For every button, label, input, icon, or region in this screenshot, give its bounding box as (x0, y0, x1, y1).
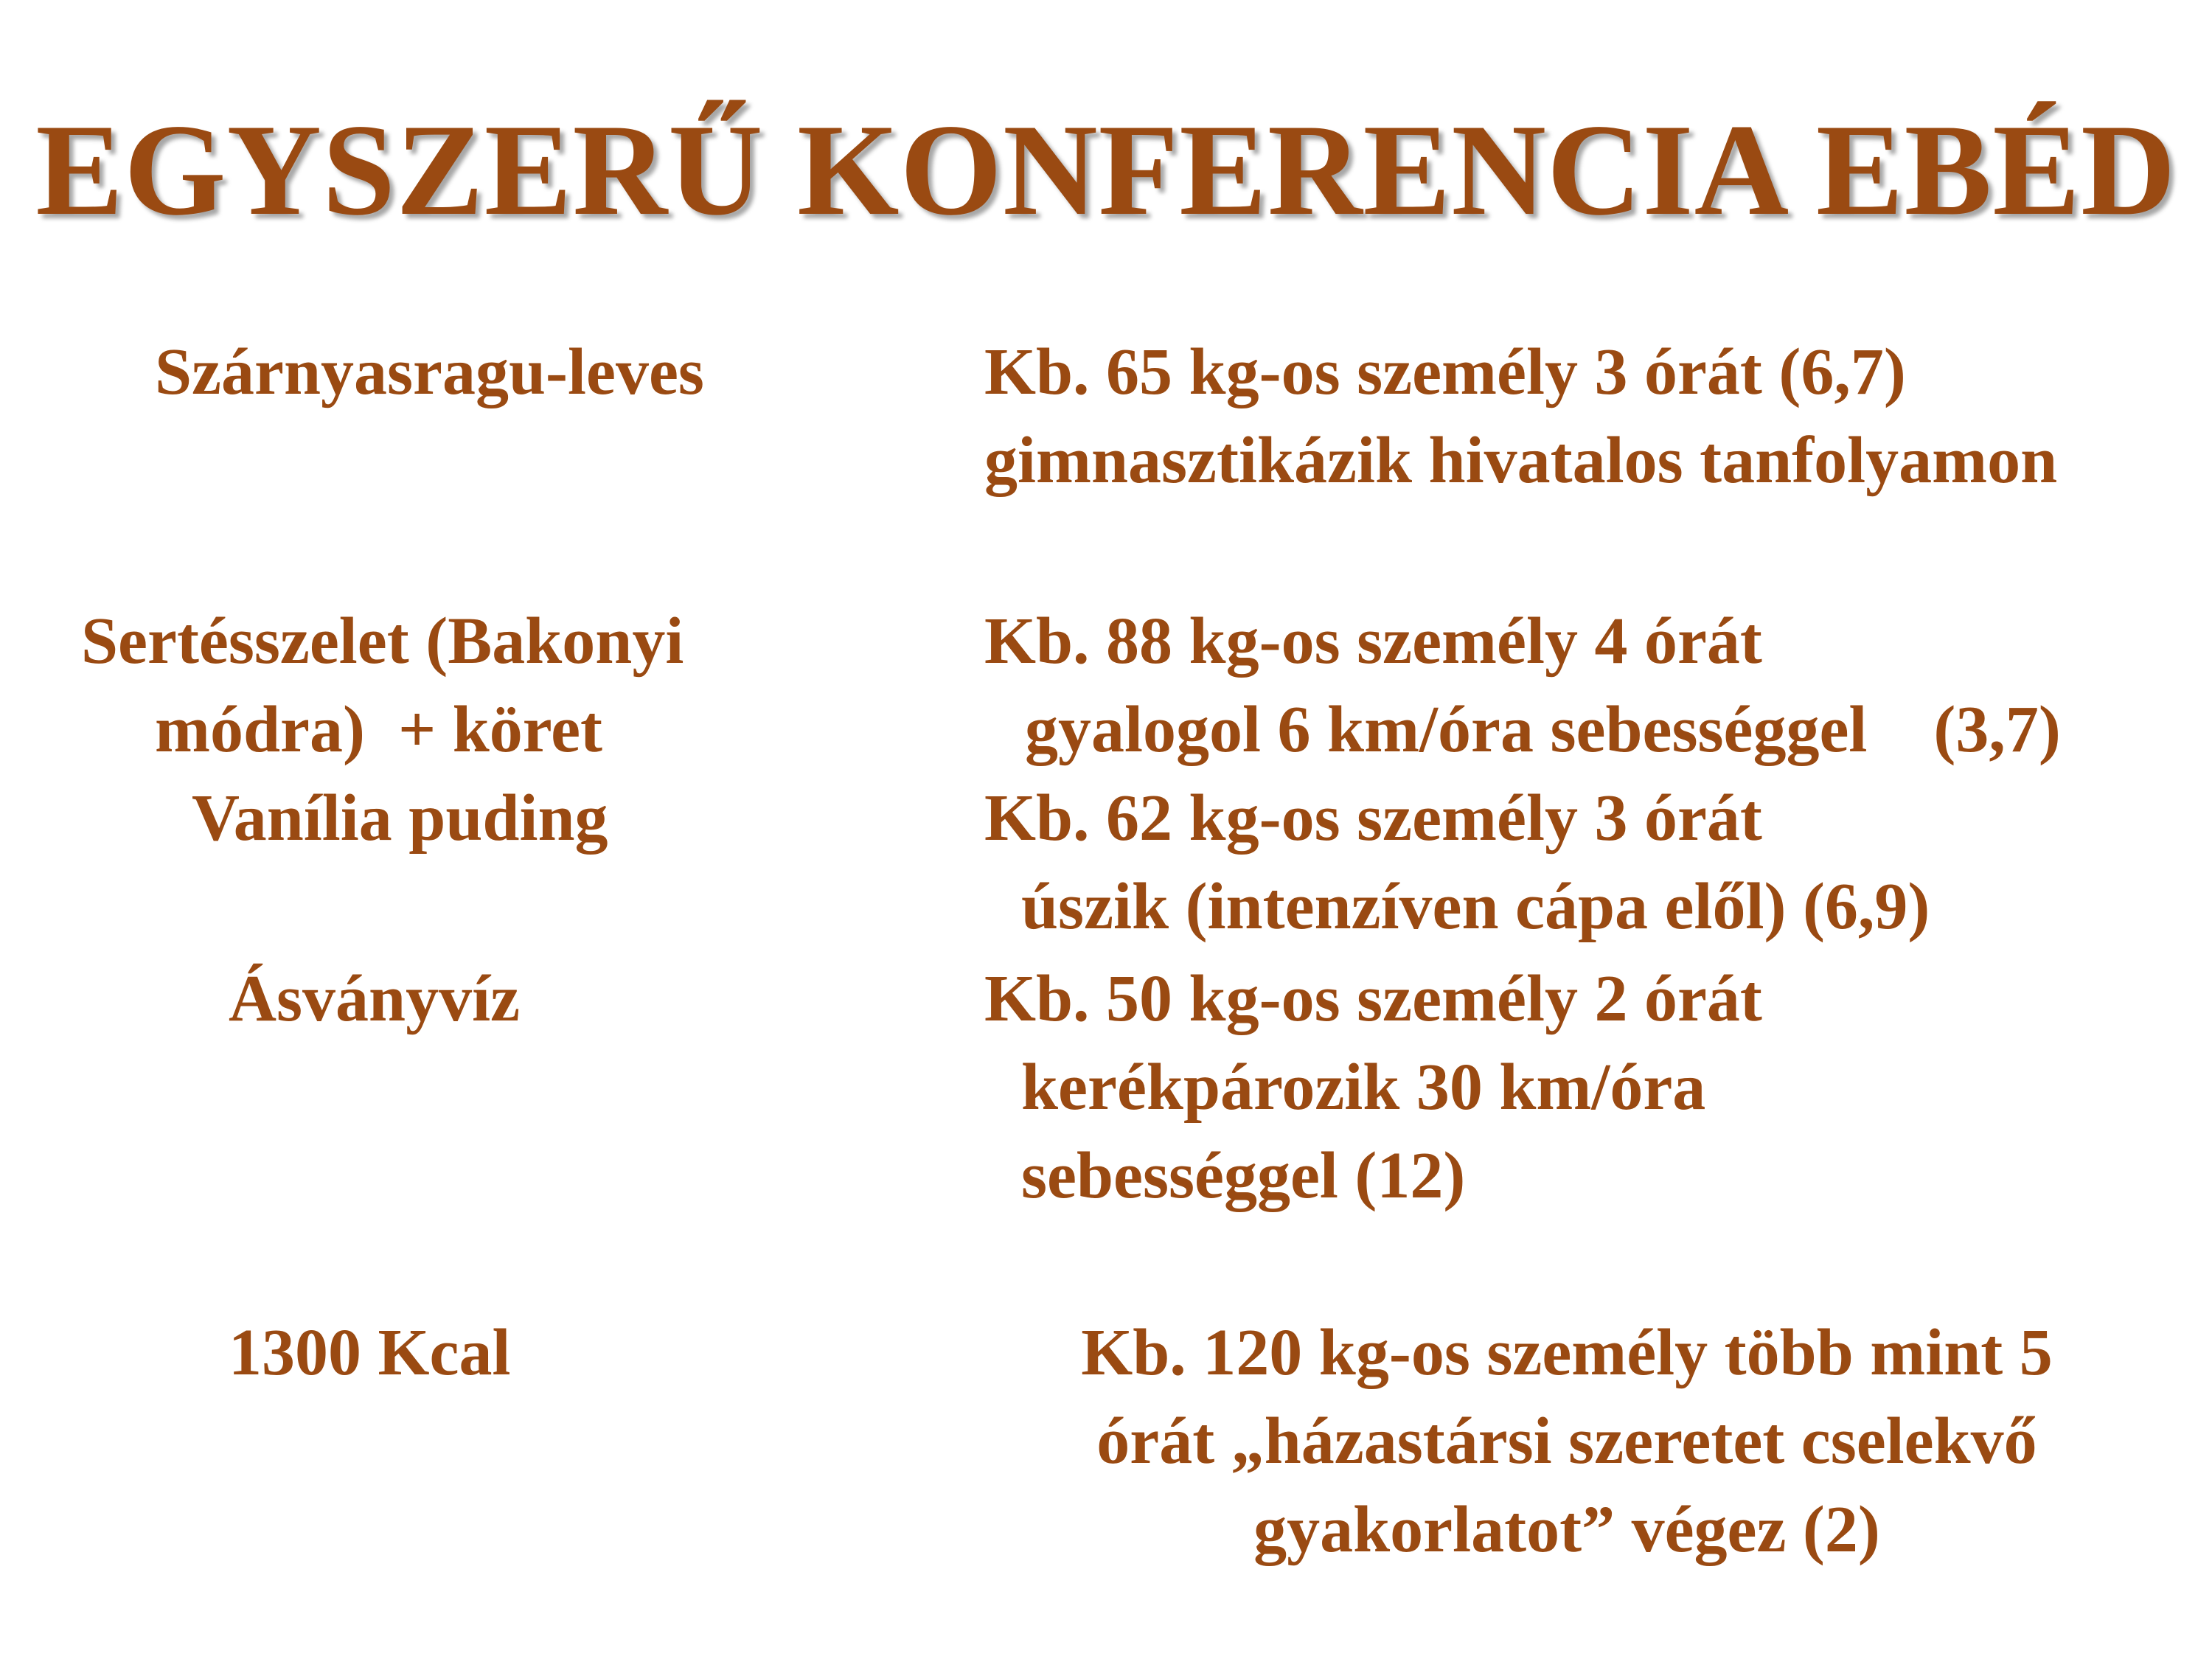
menu-item-drink: Ásványvíz (229, 962, 521, 1035)
slide-title: EGYSZERŰ KONFERENCIA EBÉD (35, 97, 2177, 243)
activity-5-line1: Kb. 120 kg-os személy több mint 5 (1081, 1316, 2053, 1389)
activity-1-line1: Kb. 65 kg-os személy 3 órát (6,7) (984, 335, 1906, 408)
activity-5-line3: gyakorlatot” végez (2) (1253, 1493, 1880, 1566)
activity-4-line2: kerékpározik 30 km/óra (1021, 1051, 1706, 1124)
activity-3-line2: úszik (intenzíven cápa elől) (6,9) (1021, 870, 1930, 943)
activity-4-line1: Kb. 50 kg-os személy 2 órát (984, 962, 1762, 1035)
menu-item-main-line1: Sertésszelet (Bakonyi (81, 605, 684, 678)
activity-5-line2: órát „házastársi szeretet cselekvő (1096, 1405, 2037, 1478)
activity-4-line3: sebességgel (12) (1021, 1139, 1466, 1212)
menu-total-kcal: 1300 Kcal (229, 1316, 511, 1389)
menu-item-soup: Szárnyasragu-leves (155, 335, 704, 408)
activity-3-line1: Kb. 62 kg-os személy 3 órát (984, 782, 1762, 855)
activity-2-line2: gyalogol 6 km/óra sebességgel (3,7) (1025, 693, 2061, 766)
menu-item-main-line2: módra) + köret (155, 693, 603, 766)
menu-item-dessert: Vanília puding (192, 782, 608, 855)
activity-1-line2: gimnasztikázik hivatalos tanfolyamon (984, 424, 2058, 497)
activity-2-line1: Kb. 88 kg-os személy 4 órát (984, 605, 1762, 678)
